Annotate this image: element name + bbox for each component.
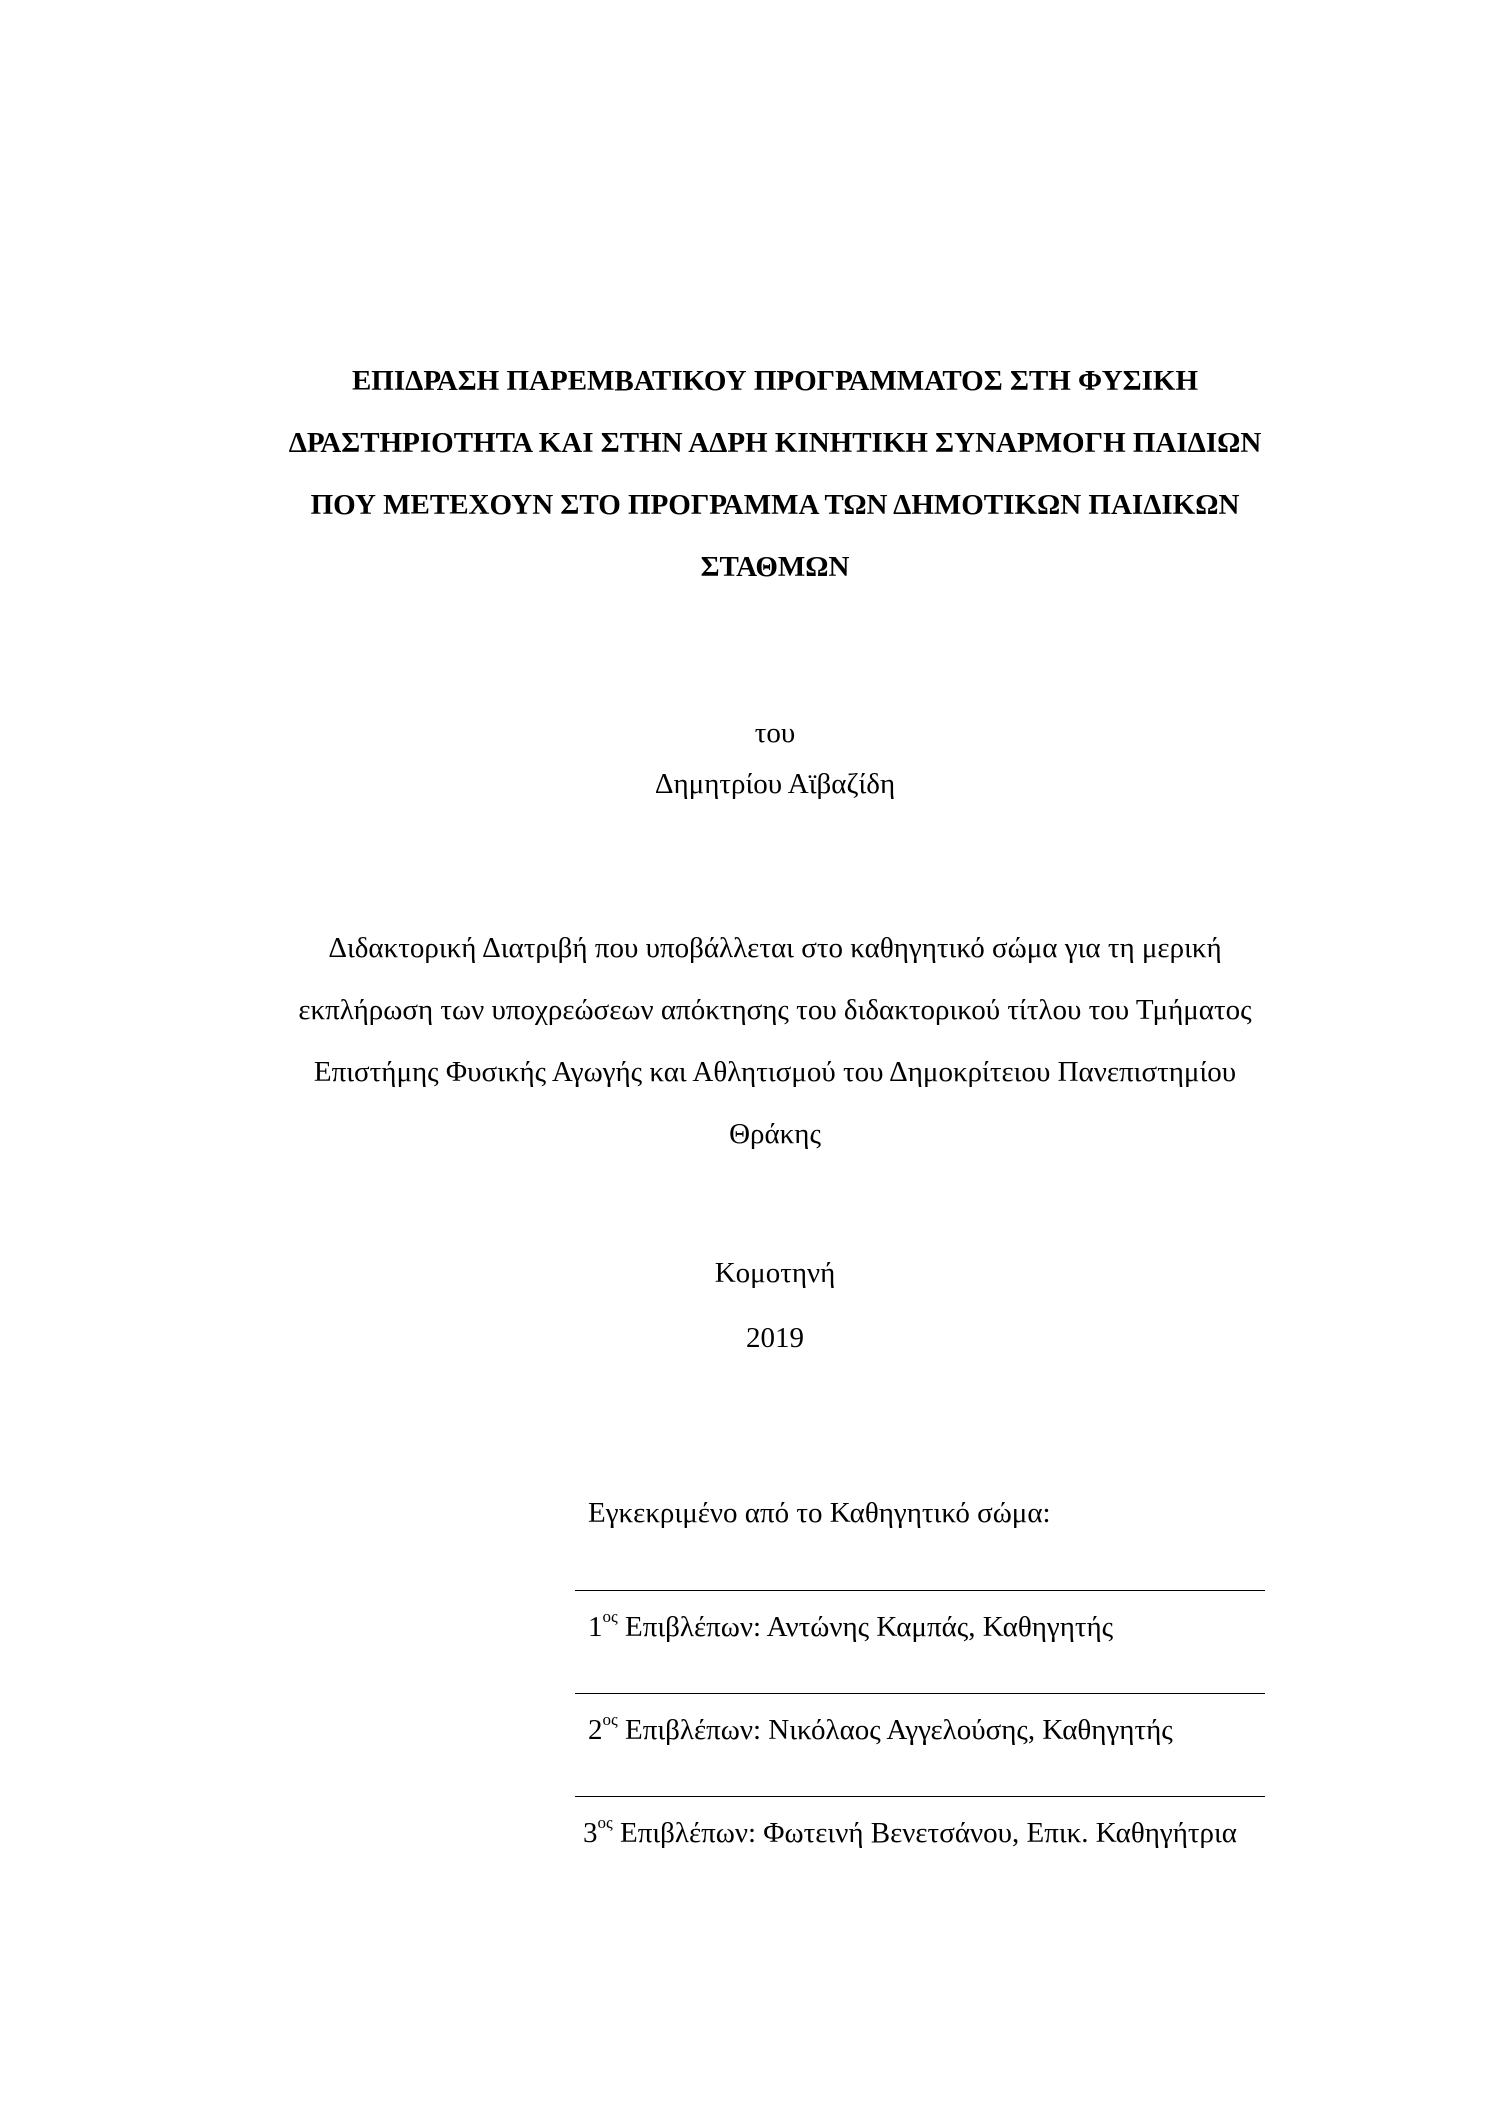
supervisor-number: 2 [588,1714,603,1746]
title-line: ΣΤΑΘΜΩΝ [700,551,850,583]
thesis-purpose [230,917,1320,1165]
title-line: ΔΡΑΣΤΗΡΙΟΤΗΤΑ ΚΑΙ ΣΤΗΝ ΑΔΡΗ ΚΙΝΗΤΙΚΗ ΣΥΝΑΡΜΟΓΗ ΠΑΙΔΙΩΝ [288,427,1262,459]
year: 2019 [746,1322,804,1354]
supervisor-2 [588,1710,1173,1747]
purpose-line: Θράκης [729,1118,821,1150]
by-word: του [754,717,796,749]
purpose-line: εκπλήρωση των υποχρεώσεων απόκτησης του διδακτορικού τίτλου του Τμήματος [298,994,1252,1026]
supervisor-ordinal: ος [597,1813,613,1832]
supervisor-3 [583,1813,1237,1850]
supervisor-ordinal: ος [602,1607,618,1626]
signature-line [575,1693,1265,1694]
supervisor-text: Επιβλέπων: Φωτεινή Βενετσάνου, Επικ. Καθηγήτρια [612,1817,1237,1849]
supervisor-text: Επιβλέπων: Αντώνης Καμπάς, Καθηγητής [617,1611,1114,1643]
city: Κομοτηνή [714,1257,836,1289]
title-line: ΕΠΙΔΡΑΣΗ ΠΑΡΕΜΒΑΤΙΚΟΥ ΠΡΟΓΡΑΜΜΑΤΟΣ ΣΤΗ ΦΥΣΙΚΗ [351,365,1199,397]
supervisor-number: 3 [583,1817,598,1849]
supervisor-text: Επιβλέπων: Νικόλαος Αγγελούσης, Καθηγητής [617,1714,1173,1746]
purpose-line: Επιστήμης Φυσικής Αγωγής και Αθλητισμού του Δημοκρίτειου Πανεπιστημίου [313,1056,1237,1088]
approval-heading: Εγκεκριμένο από το Καθηγητικό σώμα: [588,1497,1051,1529]
supervisor-number: 1 [588,1611,603,1643]
supervisor-1 [588,1607,1114,1644]
title-line: ΠΟΥ ΜΕΤΕΧΟΥΝ ΣΤΟ ΠΡΟΓΡΑΜΜΑ ΤΩΝ ΔΗΜΟΤΙΚΩΝ ΠΑΙΔΙΚΩΝ [310,489,1240,521]
author-name: Δημητρίου Αϊβαζίδη [654,768,896,800]
purpose-line: Διδακτορική Διατριβή που υποβάλλεται στο καθηγητικό σώμα για τη μερική [328,932,1222,964]
thesis-title [230,350,1320,598]
signature-line [575,1796,1265,1797]
signature-line [575,1590,1265,1591]
supervisor-ordinal: ος [602,1710,618,1729]
